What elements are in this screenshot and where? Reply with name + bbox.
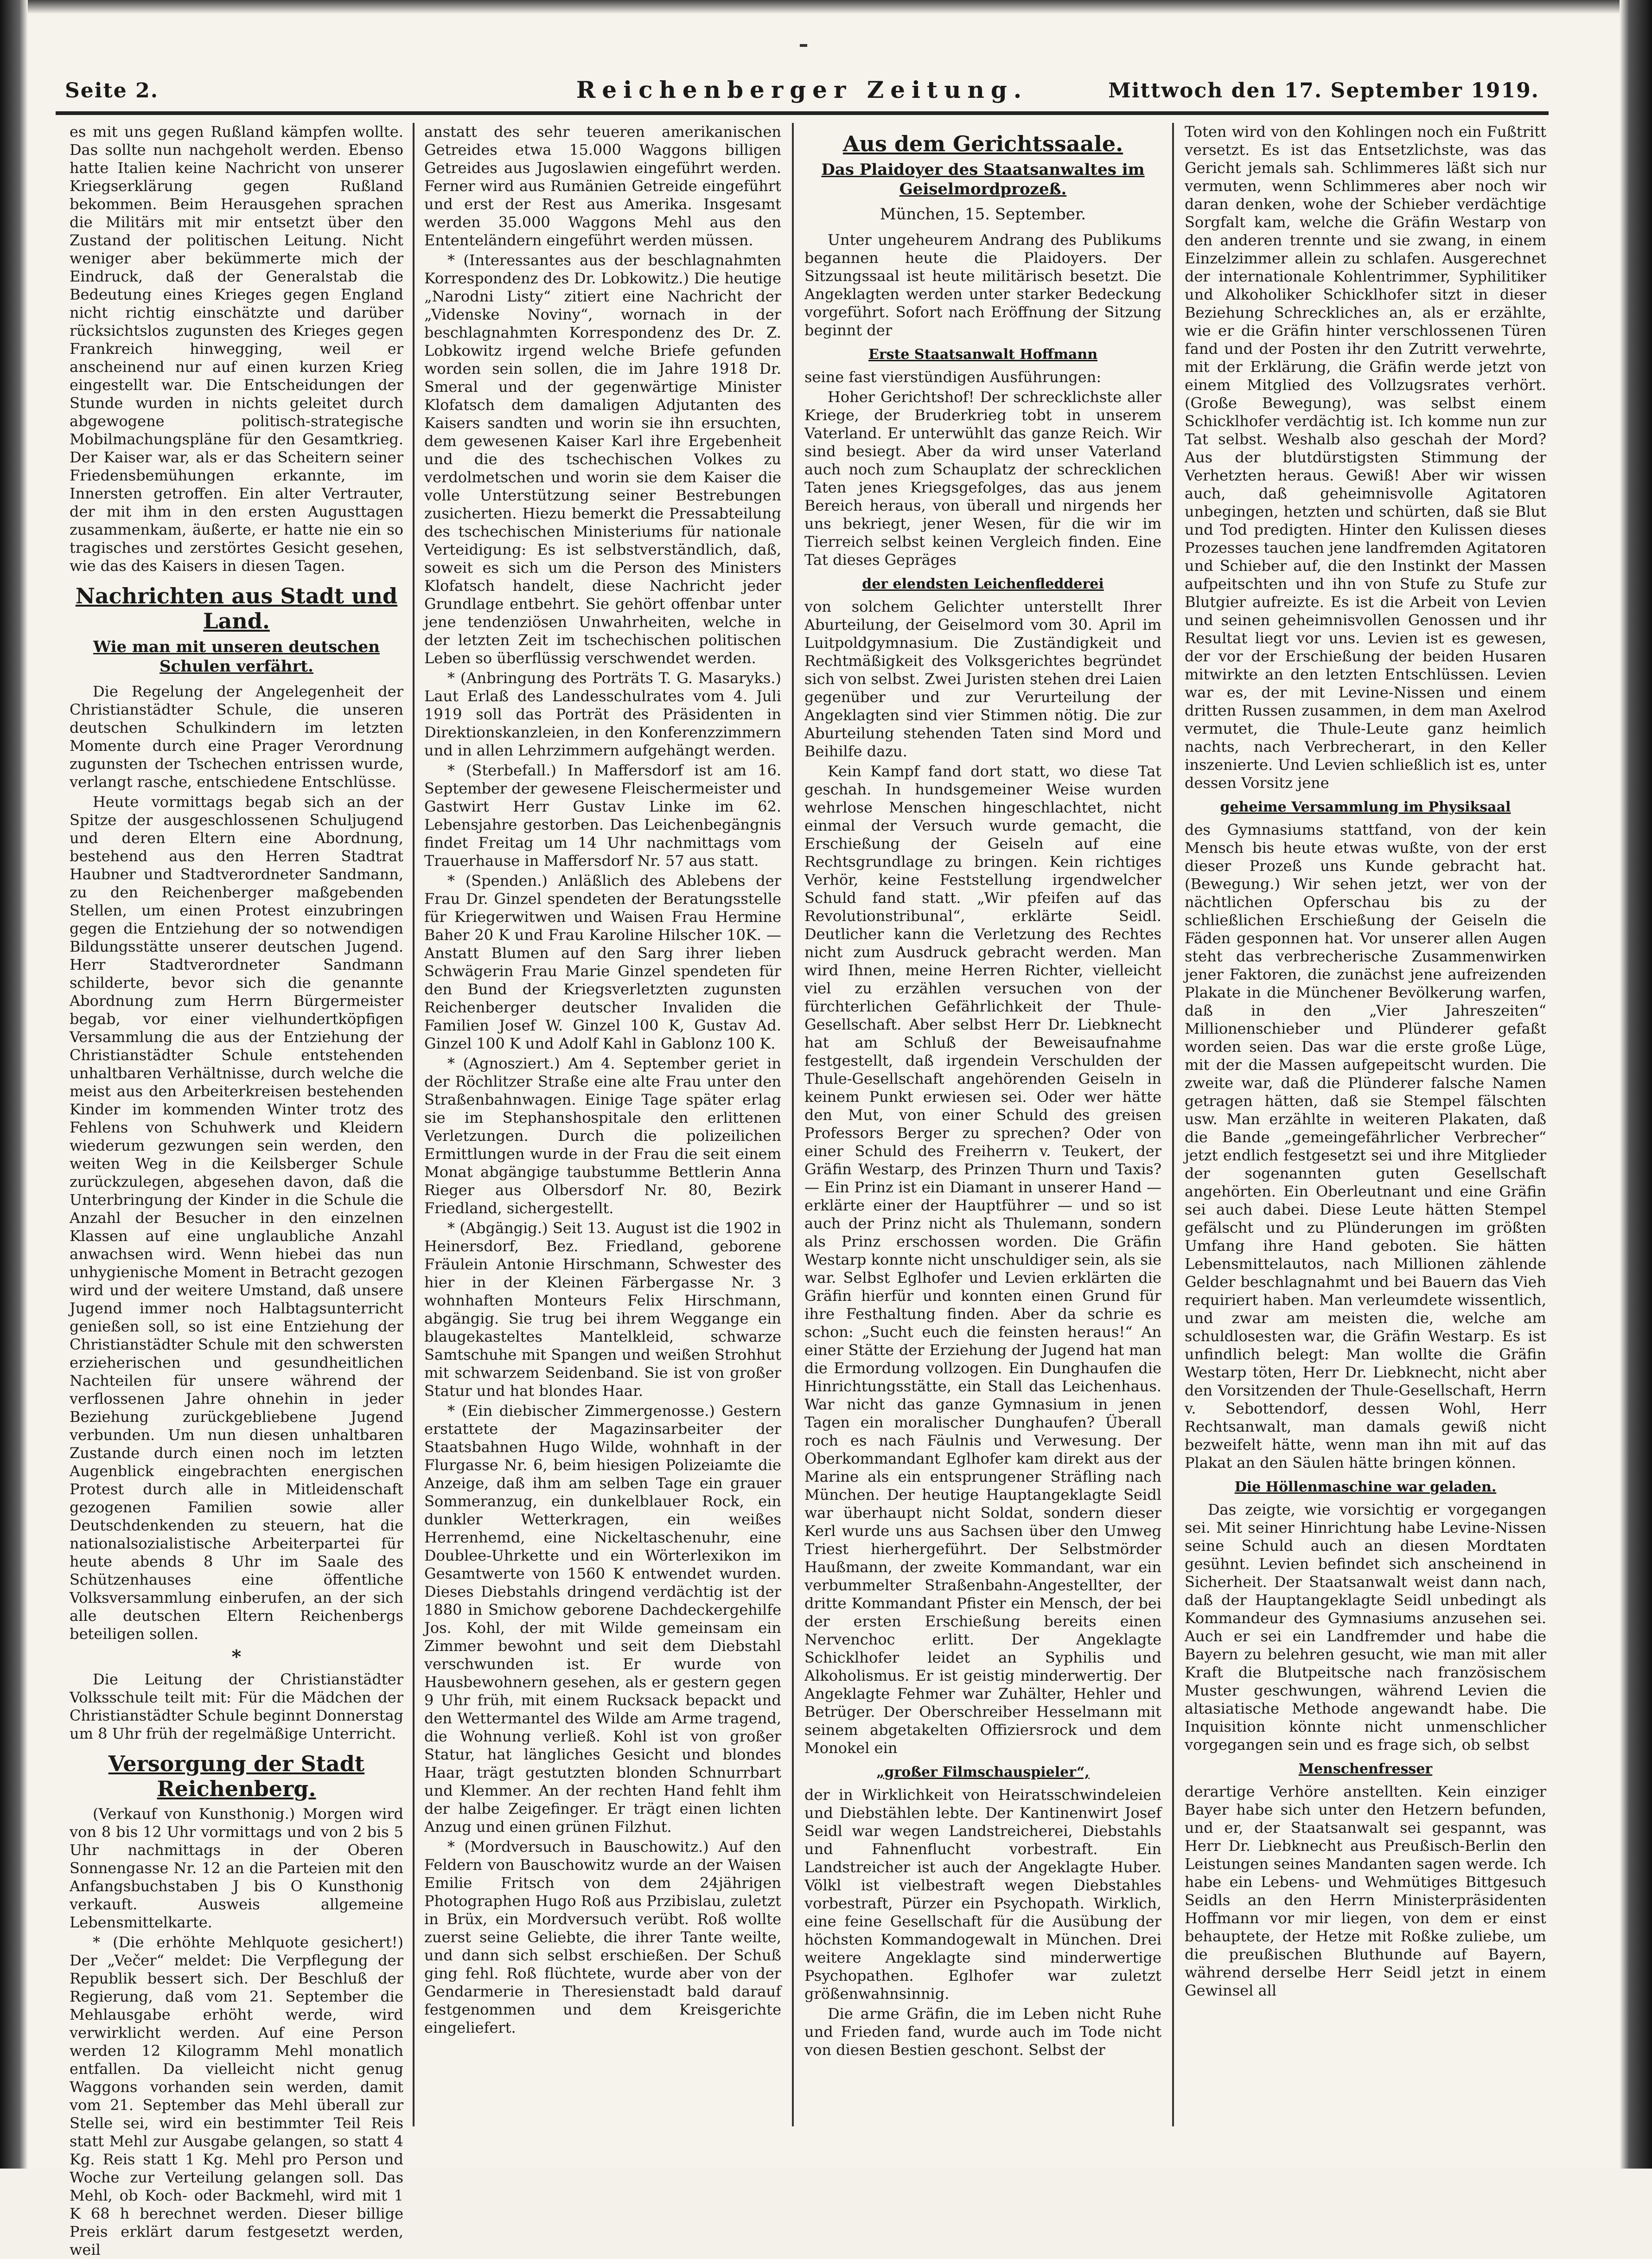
- masthead: [65, 74, 1539, 116]
- subheading: geheime Versammlung im Physiksaal: [1220, 799, 1511, 815]
- issue-date: Mittwoch den 17. September 1919.: [1108, 79, 1539, 102]
- column-2: [424, 123, 781, 2126]
- column-divider: [413, 123, 415, 2126]
- column-divider: [1172, 123, 1174, 2126]
- article-paragraph: (Verkauf von Kunsthonig.) Morgen wird von 8 bis 12 Uhr vormittags und von 2 bis 5 Uhr nachmittags in der Oberen Sonnengasse Nr. 12 an die Parteien mit den Anfangsbuchstaben J bis O Kunsthonig verkauft. Ausweis allgemeine Lebensmittelkarte.: [70, 1805, 403, 1931]
- section-heading: Aus dem Gerichtssaale.: [842, 131, 1123, 156]
- subheading: der elendsten Leichenfledderei: [862, 576, 1104, 592]
- column-4: [1185, 123, 1546, 2126]
- column-1: [70, 123, 403, 2259]
- masthead-rule: [56, 111, 1549, 115]
- subheading: Die Höllenmaschine war geladen.: [1234, 1479, 1497, 1495]
- news-item: * (Agnosziert.) Am 4. September geriet in der Röchlitzer Straße eine alte Frau unter den Straßenbahnwagen. Einige Tage später erlag sie im Stephanshospitale den erlittenen Verletzungen. Durch die polizeilichen Ermittlungen wurde in der Frau die seit einem Monat abgängige taubstumme Bettlerin Anna Rieger aus Olbersdorf Nr. 80, Bezirk Friedland, sichergestellt.: [424, 1055, 781, 1217]
- page-number: Seite 2.: [65, 79, 159, 102]
- newspaper-title: Reichenberger Zeitung.: [576, 76, 1028, 103]
- news-item: * (Spenden.) Anläßlich des Ablebens der Frau Dr. Ginzel spendeten der Beratungsstelle für Kriegerwitwen und Waisen Frau Hermine Baher 20 K und Frau Karoline Hilscher 10K. — Anstatt Blumen auf den Sarg ihrer lieben Schwägerin Frau Marie Ginzel spendeten für den Bund der Kriegsverletzten zugunsten Reichenberger deutscher Invaliden die Familien Josef W. Ginzel 100 K, Gustav Ad. Ginzel 100 K und Adolf Kahl in Gablonz 100 K.: [424, 872, 781, 1052]
- news-item: * (Anbringung des Porträts T. G. Masaryks.) Laut Erlaß des Landesschulrates vom 4. Juli 1919 soll das Porträt des Präsidenten in Direktionskanzleien, in den Konferenzzimmern und in allen Lehrzimmern aufgehängt werden.: [424, 669, 781, 759]
- article-paragraph: der in Wirklichkeit von Heiratsschwindeleien und Diebstählen lebte. Der Kantinenwirt Josef Seidl war wegen Landstreicherei, Diebstahls und Fahnenflucht vorbestraft. Ein Landstreicher ist auch der Angeklagte Huber. Völkl ist vielbestraft wegen Diebstahles vorbestraft, Pürzer ein Psychopath. Wirklich, eine feine Gesellschaft für die Ausübung der höchsten Kommandogewalt in München. Drei weitere Angeklagte sind minderwertige Psychopathen. Eglhofer war zuletzt größenwahnsinnig.: [804, 1786, 1161, 2003]
- article-paragraph: Kein Kampf fand dort statt, wo diese Tat geschah. In hundsgemeiner Weise wurden wehrlose Menschen hingeschlachtet, nicht einmal der Versuch wurde gemacht, die Erschießung der Geiseln auf eine Rechtsgrundlage zu bringen. Kein richtiges Verhör, keine Feststellung irgendwelcher Schuld fand statt. „Wir pfeifen auf das Revolutionstribunal“, erklärte Seidl. Deutlicher kann die Verletzung des Rechtes nicht zum Ausdruck gebracht werden. Man wird Ihnen, meine Herren Richter, vielleicht viel zu erzählen versuchen von der fürchterlichen Gefährlichkeit der Thule-Gesellschaft. Aber selbst Herr Dr. Liebknecht hat am Schluß der Beweisaufnahme festgestellt, daß irgendein Verschulden der Thule-Gesellschaft angehörenden Geiseln in keinem Punkt erwiesen sei. Oder wer hätte den Mut, von einer Schuld des greisen Professors Berger zu sprechen? Oder von einer Schuld des Freiherrn v. Teukert, der Gräfin Westarp, des Prinzen Thurn und Taxis? — Ein Prinz ist ein Diamant in unserer Hand — erklärte einer der Hauptführer — und so ist auch der Prinz nicht als Thulemann, sondern als Prinz erschossen worden. Die Gräfin Westarp konnte nicht unschuldiger sein, als sie war. Selbst Eglhofer und Levien erklärten die Gräfin hierfür und konnten einen Grund für ihre Festhaltung finden. Aber da schrie es schon: „Sucht euch die feinsten heraus!“ An einer Stätte der Erziehung der Jugend hat man die Ermordung vollzogen. Ein Dunghaufen die Hinrichtungsstätte, ein Stall das Leichenhaus. War nicht das ganze Gymnasium in jenen Tagen ein moralischer Dunghaufen? Überall roch es nach Fäulnis und Verwesung. Der Oberkommandant Eglhofer kam direkt aus der Marine als ein entsprungener Sträfling nach München. Der heutige Hauptangeklagte Seidl war überhaupt nicht Soldat, sondern dieser Kerl wurde uns aus Sachsen über den Umweg Triest hierhergeführt. Der Selbstmörder Haußmann, der zweite Kommandant, war ein verbummelter Straßenbahn-Angestellter, der dritte Kommandant Pfister ein Mensch, der bei der ersten Erschießung bereits einen Nervenchoc erlitt. Der Angeklagte Schicklhofer leidet an Syphilis und Alkoholismus. Er ist geistig minderwertig. Der Angeklagte Fehmer war Zuhälter, Hehler und Betrüger. Der Oberschreiber Hesselmann mit seinem abgetakelten Offiziersrock und dem Monokel ein: [804, 762, 1161, 1757]
- article-paragraph: seine fast vierstündigen Ausführungen:: [804, 368, 1102, 386]
- news-item: * (Abgängig.) Seit 13. August ist die 1902 in Heinersdorf, Bez. Friedland, geborene Fräulein Antonie Hirschmann, Schwester des hier in der Kleinen Färbergasse Nr. 3 wohnhaften Monteurs Felix Hirschmann, abgängig. Sie trug bei ihrem Weggange ein blaugekasteltes Mantelkleid, schwarze Samtschuhe mit Spangen und weißen Strohhut mit schwarzem Seidenband. Sie ist von großer Statur und hat blondes Haar.: [424, 1219, 781, 1400]
- news-item: * (Ein diebischer Zimmergenosse.) Gestern erstattete der Magazinsarbeiter der Staatsbahnen Hugo Wilde, wohnhaft in der Flurgasse Nr. 6, beim hiesigen Polizeiamte die Anzeige, daß ihm am selben Tage ein grauer Sommeranzug, ein dunkelblauer Rock, ein dunkler Wetterkragen, ein weißes Herrenhemd, eine Nickeltaschenuhr, eine Doublee-Uhrkette und ein Wörterlexikon im Gesamtwerte von 1560 K entwendet wurden. Dieses Diebstahls dringend verdächtig ist der 1880 in Smichow geborene Dachdeckergehilfe Jos. Kohl, der mit Wilde gemeinsam ein Zimmer bewohnt und seit dem Diebstahl verschwunden ist. Er wurde von Hausbewohnern gesehen, als er gestern gegen 9 Uhr früh, mit einem Rucksack bepackt und den Wettermantel des Wilde am Arme tragend, die Wohnung verließ. Kohl ist von großer Statur, hat längliches Gesicht und blondes Haar, trägt gestutzten blonden Schnurrbart und Klemmer. An der rechten Hand fehlt ihm der halbe Zeigefinger. Er trägt einen lichten Anzug und einen grünen Filzhut.: [424, 1402, 781, 1836]
- article-paragraph: des Gymnasiums stattfand, von der kein Mensch bis heute etwas wußte, von der erst dieser Prozeß uns Kunde gebracht hat. (Bewegung.) Wir sehen jetzt, wer von der nächtlichen Opferschau bis zu der schließlichen Erschießung der Geiseln die Fäden gesponnen hat. Vor unserer allen Augen steht das verbrecherische Zusammenwirken jener Faktoren, die zunächst jene aufreizenden Plakate in die Münchener Bevölkerung warfen, daß in den „Vier Jahreszeiten“ Millionenschieber und Plünderer gefaßt worden seien. Das war die erste große Lüge, mit der die Massen aufgepeitscht wurden. Die zweite war, daß die Plünderer falsche Namen getragen hätten, daß sie Stempel fälschten usw. Man erzählte in weiteren Plakaten, daß die Bande „gemeingefährlicher Verbrecher“ jetzt endlich festgesetzt sei und ihre Mitglieder der sogenannten guten Gesellschaft angehörten. Ein Oberleutnant und eine Gräfin sei auch dabei. Diese Leute hätten Stempel gefälscht und zu Plünderungen im größten Umfang ihre Hand geboten. Sie hätten Lebensmittelautos, nach Millionen zählende Gelder beschlagnahmt und bei Bauern das Vieh requiriert haben. Man verleumdete wissentlich, und zwar am meisten die, welche am schuldlosesten war, die Gräfin Westarp. Es ist unfindlich belegt: Man wollte die Gräfin Westarp töten, Herr Dr. Liebknecht, nicht aber den Vorsitzenden der Thule-Gesellschaft, Herrn v. Sebottendorf, dessen Wohl, Herr Rechtsanwalt, man damals gewiß nicht bezweifelt hätte, wenn man ihn mit auf das Plakat an den Säulen hätte bringen können.: [1185, 821, 1546, 1472]
- news-item: * (Interessantes aus der beschlagnahmten Korrespondenz des Dr. Lobkowitz.) Die heutige „Narodni Listy“ zitiert eine Nachricht der „Videnske Noviny“, wornach in der beschlagnahmten Korrespondenz des Dr. Z. Lobkowitz irgend welche Briefe gefunden worden sein sollen, die im Jahre 1918 Dr. Smeral und der gegenwärtige Minister Klofatsch dem damaligen Adjutanten des Kaisers sandten und worin sie ihn ersuchten, dem gewesenen Kaiser Karl ihre Ergebenheit und die des tschechischen Volkes zu verdolmetschen und worin sie dem Kaiser die volle Unterstützung seiner Bestrebungen zusicherten. Hiezu bemerkt die Pressabteilung des tschechischen Ministeriums für nationale Verteidigung: Es ist selbstverständlich, daß, soweit es sich um die Person des Ministers Klofatsch handelt, diese Nachricht jeder Grundlage entbehrt. Sie gehört offenbar unter jene tendenziösen Unwahrheiten, welche in der letzten Zeit im tschechischen politischen Leben so überflüssig verschwendet werden.: [424, 251, 781, 667]
- article-paragraph: Die Leitung der Christianstädter Volksschule teilt mit: Für die Mädchen der Christianstädter Schule beginnt Donnerstag um 8 Uhr früh der regelmäßige Unterricht.: [70, 1670, 403, 1742]
- article-paragraph: von solchem Gelichter unterstellt Ihrer Aburteilung, der Geiselmord vom 30. April im Luitpoldgymnasium. Die Zuständigkeit und Rechtmäßigkeit des Volksgerichtes begründet sich von selbst. Zwei Juristen stehen drei Laien gegenüber und zur Verurteilung der Angeklagten sind vier Stimmen nötig. Die zur Aburteilung stehenden Taten sind Mord und Beihilfe dazu.: [804, 598, 1161, 760]
- subheading: Menschenfresser: [1298, 1761, 1433, 1777]
- scan-edge-top: [0, 0, 1652, 14]
- news-item: * (Sterbefall.) In Maffersdorf ist am 16. September der gewesene Fleischermeister und Gastwirt Herr Gustav Linke im 62. Lebensjahre gestorben. Das Leichenbegängnis findet Freitag um 14 Uhr nachmittags vom Trauerhause in Maffersdorf Nr. 57 aus statt.: [424, 762, 781, 870]
- article-paragraph: Heute vormittags begab sich an der Spitze der ausgeschlossenen Schuljugend und deren Eltern eine Abordnung, bestehend aus den Herren Stadtrat Haubner und Stadtverordneter Sandmann, zu den Reichenberger maßgebenden Stellen, um einen Protest einzubringen gegen die Entziehung der so notwendigen Bildungsstätte unserer deutschen Jugend. Herr Stadtverordneter Sandmann schilderte, bevor sich die genannte Abordnung zum Herrn Bürgermeister begab, vor einer vielhundertköpfigen Versammlung die aus der Entziehung der Christianstädter Schule entstehenden unhaltbaren Verhältnisse, durch welche die meist aus den Arbeiterkreisen bestehenden Kinder im kommenden Winter trotz des Fehlens von Schuhwerk und Kleidern wiederum gezwungen sein werden, den weiten Weg in die Keilsberger Schule zurückzulegen, abgesehen davon, daß die Unterbringung der Kinder in die Schule die Anzahl der Besucher in den einzelnen Klassen auf eine unglaubliche Anzahl anwachsen wird. Wenn hiebei das nun unhygienische Moment in Betracht gezogen wird und der weitere Umstand, daß unsere Jugend immer noch Halbtagsunterricht genießen soll, so ist eine Entziehung der Christianstädter Schule mit den schwersten erzieherischen und gesundheitlichen Nachteilen für unsere während der verflossenen Jahre ohnehin in jeder Beziehung zurückgebliebene Jugend verbunden. Um nun diesen unhaltbaren Zustande durch einen noch im letzten Augenblick eingebrachten energischen Protest durch alle in Mitleidenschaft gezogenen Familien sowie aller Deutschdenkenden zu steuern, hat die nationalsozialistische Arbeiterpartei für heute abends 8 Uhr im Saale des Schützenhauses eine öffentliche Volksversammlung einberufen, an der sich alle deutschen Eltern Reichenbergs beteiligen sollen.: [70, 793, 403, 1643]
- scan-edge-left: [0, 0, 28, 2169]
- section-heading: Versorgung der Stadt Reichenberg.: [108, 1751, 365, 1801]
- article-continuation: es mit uns gegen Rußland kämpfen wollte. Das sollte nun nachgeholt werden. Ebenso hatte Italien keine Nachricht von unserer Kriegserklärung gegen Rußland bekommen. Beim Herausgehen sprachen die Militärs mit mir entsetzt über den Zustand der politischen Leitung. Nicht weniger aber bekümmerte mich der Eindruck, daß der Generalstab die Bedeutung eines Krieges gegen England nicht richtig einschätzte und darüber rücksichtslos zugunsten des Krieges gegen Frankreich hinwegging, weil er anscheinend nur auf einen kurzen Krieg eingestellt war. Die Entscheidungen der Stunde wurden in nichts geleitet durch abgewogene politisch-strategische Mobilmachungspläne für den Gesamtkrieg. Der Kaiser war, als er das Scheitern seiner Friedensbemühungen erkannte, im Innersten getroffen. Ein alter Vertrauter, der mit ihm in den ersten Augusttagen zusammenkam, äußerte, er hatte nie ein so tragisches und zerstörtes Gesicht gesehen, wie das des Kaisers in diesen Tagen.: [70, 123, 403, 575]
- article-paragraph: Das zeigte, wie vorsichtig er vorgegangen sei. Mit seiner Hinrichtung habe Levine-Nissen seine Schuld auch an diesen Mordtaten gesühnt. Levien befindet sich anscheinend in Sicherheit. Der Staatsanwalt weist dann nach, daß der Hauptangeklagte Seidl unbedingt als Kommandeur des Gymnasiums anzusehen sei. Auch er sei ein Landfremder und habe die Bayern zu belehren gesucht, wie man mit aller Kraft die Blutpeitsche nach französischem Muster geschwungen, während Levien die altasiatische Methode angewandt habe. Die Inquisition könnte nicht unmenschlicher vorgegangen sein und es frage sich, ob selbst: [1185, 1501, 1546, 1753]
- article-continuation: Toten wird von den Kohlingen noch ein Fußtritt versetzt. Es ist das Entsetzlichste, was das Gericht jemals sah. Schlimmeres läßt sich nur vermuten, wenn Schlimmeres aber noch wir daran denken, wohe der Schieber verdächtige Sorgfalt kam, welche die Gräfin Westarp von den anderen trennte und sie zwang, in einem Einzelzimmer allein zu schlafen. Ausgerechnet der internationale Kohlentrimmer, Syphilitiker und Alkoholiker Schicklhofer sitzt in dieser Beziehung Schreckliches an, als er erzählte, wie er die Gräfin hinter verschlossenen Türen fand und der Posten ihr den Zutritt verwehrte, mit der Erklärung, die Gräfin werde jetzt von einem Mitglied des Vollzugsrates verhört. (Große Bewegung), was selbst einem Schicklhofer verdächtig ist. Ich komme nun zur Tat selbst. Weshalb also geschah der Mord? Aus der blutdürstigsten Stimmung der Verhetzten heraus. Gewiß! Aber wir wissen auch, daß geheimnisvolle Agitatoren unbegingen, hetzten und schürten, daß sie Blut und Tod predigten. Hinter den Kulissen dieses Prozesses tauchen jene landfremden Agitatoren und Schieber auf, die den Instinkt der Massen aufpeitschten und ihn von Stufe zu Stufe zur Blutgier aufreizte. Es ist die Arbeit von Levien und seinen geheimnisvollen Genossen und ihr Resultat liegt vor uns. Levien ist es gewesen, der vor der Erschießung der beiden Husaren mitwirkte an den letzten Entschlüssen. Levien war es, der mit Levine-Nissen und einem dritten Russen zusammen, in dem man Axelrod vermutet, die Thule-Leute ganz heimlich nachts, nach Verbrecherart, in den Keller inszenierte. Und Levien schließlich ist es, unter dessen Vorsitz jene: [1185, 123, 1546, 792]
- scan-mark: [800, 44, 807, 47]
- article-headline: Wie man mit unseren deutschen Schulen verfährt.: [93, 638, 380, 676]
- article-paragraph: * (Die erhöhte Mehlquote gesichert!) Der „Večer“ meldet: Die Verpflegung der Republik bessert sich. Der Beschluß der Regierung, daß vom 21. September die Mehlausgabe erhöht werde, wird verwirklicht werden. Auf eine Person werden 12 Kilogramm Mehl monatlich entfallen. Da vielleicht nicht genug Waggons vorhanden sein werden, damit vom 21. September das Mehl überall zur Stelle sei, wird ein bestimmter Teil Reis statt Mehl zur Ausgabe gelangen, so statt 4 Kg. Reis statt 1 Kg. Mehl pro Person und Woche zur Verteilung gelangen soll. Das Mehl, ob Koch- oder Backmehl, wird mit 1 K 68 h berechnet werden. Dieser billige Preis erklärt darum festgesetzt werden, weil: [70, 1933, 403, 2259]
- article-headline: Das Plaidoyer des Staatsanwaltes im Geiselmordprozeß.: [821, 160, 1145, 198]
- article-paragraph: Die arme Gräfin, die im Leben nicht Ruhe und Frieden fand, wurde auch im Tode nicht von diesen Bestien geschont. Selbst der: [804, 2005, 1161, 2059]
- section-heading: Nachrichten aus Stadt und Land.: [75, 583, 398, 634]
- subheading: Erste Staatsanwalt Hoffmann: [868, 346, 1098, 363]
- article-paragraph: Hoher Gerichtshof! Der schrecklichste aller Kriege, der Bruderkrieg tobt in unserem Vaterland. Er unterwühlt das ganze Reich. Wir sind besiegt. Aber da wird unser Vaterland auch noch zum Schauplatz der schrecklichen Taten jenes Kriegsgefolges, das aus jenem Bereich heraus, von überall und nirgends her uns bekriegt, jener Wesen, für die wir im Tierreich selbst keinen Vergleich finden. Eine Tat dieses Gepräges: [804, 388, 1161, 569]
- article-paragraph: Die Regelung der Angelegenheit der Christianstädter Schule, die unseren deutschen Schulkindern im letzten Momente durch eine Prager Verordnung zugunsten der Tschechen entrissen wurde, verlangt rasche, entschiedene Entschlüsse.: [70, 683, 403, 791]
- subheading: „großer Filmschauspieler“,: [876, 1764, 1090, 1780]
- news-item: * (Mordversuch in Bauschowitz.) Auf den Feldern von Bauschowitz wurde an der Waisen Emilie Fritsch von dem 24jährigen Photographen Hugo Roß aus Przibislau, zuletzt in Brüx, ein Mordversuch verübt. Roß wollte zuerst seine Geliebte, die ihrer Tante weilte, und dann sich selbst erschießen. Der Schuß ging fehl. Roß flüchtete, wurde aber von der Gendarmerie in Theresienstadt bald darauf festgenommen und dem Kreisgerichte eingeliefert.: [424, 1838, 781, 2036]
- column-3: [804, 123, 1161, 2126]
- article-continuation: anstatt des sehr teueren amerikanischen Getreides etwa 15.000 Waggons billigen Getreides aus Jugoslawien eingeführt werden. Ferner wird aus Rumänien Getreide eingeführt und erst der Rest aus Amerika. Insgesamt werden 35.000 Waggons Mehl aus den Ententeländern eingeführt werden müssen.: [424, 123, 781, 249]
- column-divider: [792, 123, 794, 2126]
- article-paragraph: derartige Verhöre anstellten. Kein einziger Bayer habe sich unter den Hetzern befunden, und er, der Staatsanwalt sei gespannt, was Herr Dr. Liebknecht aus Preußisch-Berlin den Leistungen seines Mandanten sagen werde. Ich habe ein Lebens- und Wehmütiges Bittgesuch Seidls an den Herrn Ministerpräsidenten Hoffmann vor mir liegen, von dem er einst behauptete, der Hetze mit Roßke zuliebe, um die preußischen Bluthunde auf Bayern, während derselbe Herr Seidl jetzt in einem Gewinsel all: [1185, 1783, 1546, 1999]
- scan-edge-right: [1620, 0, 1652, 2169]
- dateline: München, 15. September.: [880, 205, 1086, 224]
- article-paragraph: Unter ungeheurem Andrang des Publikums begannen heute die Plaidoyers. Der Sitzungssaal ist heute militärisch besetzt. Die Angeklagten werden unter starker Bedeckung vorgeführt. Sofort nach Eröffnung der Sitzung beginnt der: [804, 231, 1161, 339]
- separator-star: *: [231, 1646, 242, 1668]
